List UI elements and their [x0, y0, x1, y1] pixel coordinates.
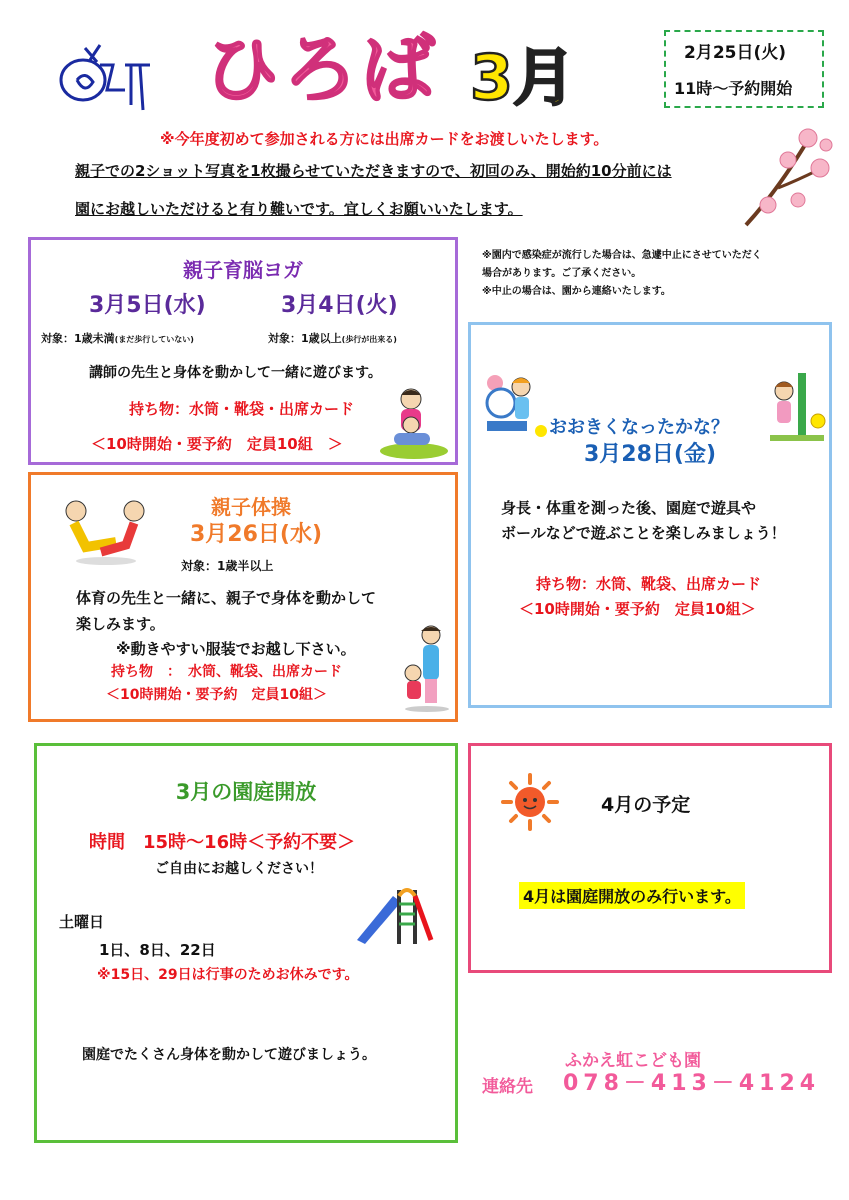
reservation-time: 11時～予約開始	[674, 79, 793, 98]
reservation-start-box	[664, 30, 824, 108]
garden-free-note: ご自由にお越しください！	[155, 861, 323, 877]
page-title: ひろば	[205, 27, 439, 113]
reservation-date: 2月25日(火)	[684, 43, 787, 63]
contact-phone: 078－413－4124	[563, 1071, 821, 1096]
ookiku-description-line2: ボールなどで遊ぶことを楽しみましょう！	[501, 524, 786, 542]
garden-section	[34, 743, 458, 1143]
taiso-title: 親子体操	[211, 495, 291, 519]
photo-notice-line1: 親子での2ショット写真を1枚撮らせていただきますので、初回のみ、開始約10分前には	[75, 162, 672, 180]
garden-day-label: 土曜日	[59, 913, 105, 931]
garden-closing: 園庭でたくさん身体を動かして遊びましょう。	[82, 1047, 376, 1063]
logo-icon	[55, 40, 165, 115]
taiso-description-line2: 楽しみます。	[76, 615, 165, 633]
yoga-date-2: 3月4日(火)	[281, 293, 398, 318]
photo-notice-line2: 園にお越しいただけると有り難いです。宜しくお願いいたします。	[75, 200, 523, 218]
cherry-blossom-icon	[738, 120, 838, 230]
taiso-items: 持ち物 ： 水筒、靴袋、出席カード	[111, 664, 342, 680]
yoga-target-2-label: 対象：1歳以上	[268, 332, 342, 345]
sun-icon	[501, 773, 559, 831]
yoga-target-1-label: 対象：1歳未満	[41, 332, 115, 345]
yoga-reservation: ＜10時開始・要予約 定員10組 ＞	[91, 435, 343, 453]
ookiku-reservation: ＜10時開始・要予約 定員10組＞	[519, 600, 756, 618]
yoga-title: 親子育脳ヨガ	[183, 258, 303, 282]
height-measure-icon	[766, 373, 828, 443]
ookiku-description-line1: 身長・体重を測った後、園庭で遊具や	[501, 499, 757, 517]
yoga-target-1-note: (まだ歩行していない)	[114, 335, 194, 344]
ookiku-date: 3月28日(金)	[583, 442, 717, 467]
taiso-date: 3月26日(水)	[189, 522, 323, 547]
yoga-items: 持ち物：水筒・靴袋・出席カード	[129, 400, 355, 418]
april-title: 4月の予定	[601, 794, 691, 816]
yoga-target-1	[41, 330, 194, 346]
yoga-section	[28, 237, 458, 465]
taiso-reservation: ＜10時開始・要予約 定員10組＞	[106, 687, 327, 703]
mother-baby-yoga-icon	[376, 385, 448, 460]
april-section	[468, 743, 832, 973]
cancellation-note-line1: ※園内で感染症が流行した場合は、急遽中止にさせていただく	[482, 250, 762, 261]
garden-time: 時間 15時～16時＜予約不要＞	[89, 832, 356, 853]
mother-child-icon	[399, 623, 454, 713]
taiso-clothing-note: ※動きやすい服装でお越し下さい。	[116, 640, 356, 658]
yoga-target-2-note: (歩行が出来る)	[341, 335, 397, 344]
scale-icon	[479, 373, 551, 441]
school-name: ふかえ虹こども園	[565, 1051, 701, 1071]
yoga-date-1: 3月5日(水)	[89, 293, 206, 318]
cancellation-note-line2: 場合があります。ご了承ください。	[482, 268, 642, 279]
ookiku-title: おおきくなったかな？	[549, 417, 729, 438]
yoga-target-2	[268, 330, 397, 346]
slide-icon	[353, 884, 435, 946]
garden-dates: 1日、8日、22日	[99, 941, 216, 959]
ookiku-items: 持ち物：水筒、靴袋、出席カード	[536, 575, 762, 593]
first-time-notice: ※今年度初めて参加される方には出席カードをお渡しいたします。	[160, 130, 609, 148]
april-note: 4月は園庭開放のみ行います。	[519, 882, 745, 909]
cancellation-note	[482, 247, 762, 301]
taiso-section	[28, 472, 458, 722]
contact-label: 連絡先	[482, 1077, 533, 1097]
garden-title: 3月の園庭開放	[175, 780, 317, 804]
cancellation-note-line3: ※中止の場合は、園から連絡いたします。	[482, 286, 671, 297]
month-title: 3月	[470, 41, 576, 114]
yoga-description: 講師の先生と身体を動かして一緒に遊びます。	[89, 365, 382, 381]
taiso-target: 対象：1歳半以上	[181, 559, 274, 573]
garden-closed-note: ※15日、29日は行事のためお休みです。	[97, 967, 359, 983]
ookiku-section	[468, 322, 832, 708]
taiso-description-line1: 体育の先生と一緒に、親子で身体を動かして	[76, 589, 377, 607]
